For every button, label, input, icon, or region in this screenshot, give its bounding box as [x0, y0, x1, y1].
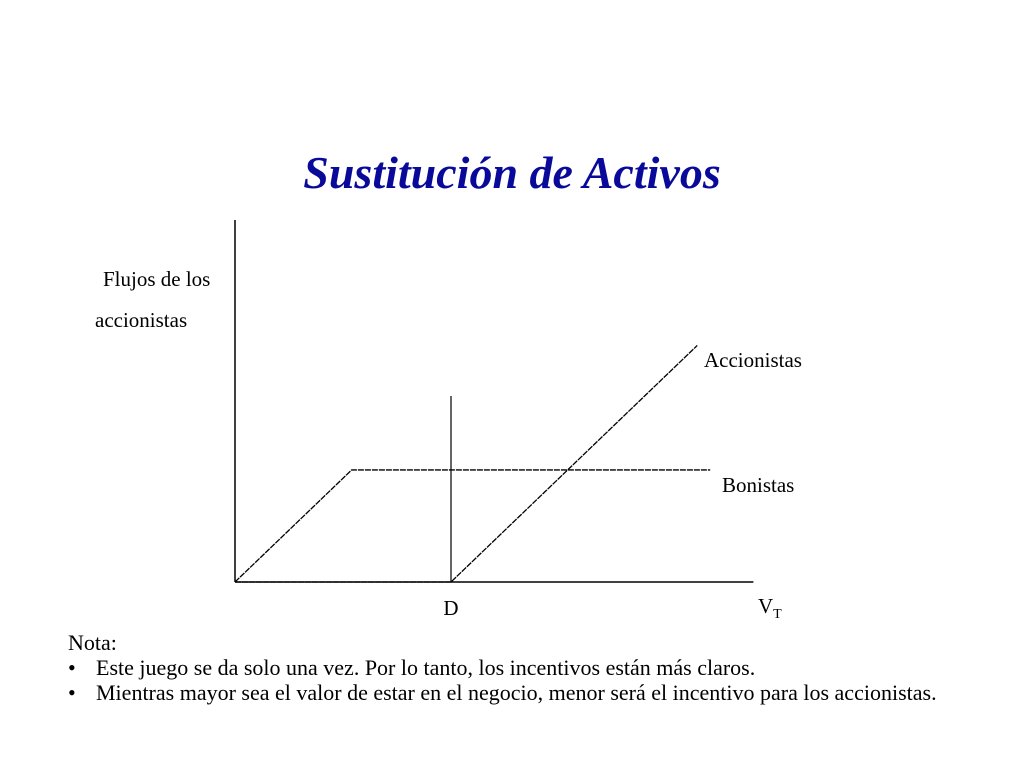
series-line-bonistas — [235, 470, 710, 582]
note-text: Mientras mayor sea el valor de estar en el negocio, menor será el incentivo para los accionistas. — [96, 680, 937, 705]
y-axis-label-line-1: Flujos de los — [103, 267, 211, 291]
bullet-icon: • — [68, 655, 76, 680]
notes-section — [68, 630, 988, 705]
x-axis-label-subscript: T — [773, 607, 782, 622]
series-label-accionistas: Accionistas — [704, 348, 802, 372]
notes-list — [68, 655, 988, 705]
note-text: Este juego se da solo una vez. Por lo tanto, los incentivos están más claros. — [96, 655, 756, 680]
slide-title: Sustitución de Activos — [303, 147, 721, 198]
note-item — [68, 680, 988, 705]
y-axis-label-line-2: accionistas — [95, 308, 188, 332]
x-axis-label — [758, 594, 782, 622]
series-line-accionistas — [235, 345, 697, 582]
series-label-bonistas: Bonistas — [722, 473, 795, 497]
bullet-icon: • — [68, 680, 76, 705]
x-axis-label-main: V — [758, 594, 774, 618]
x-tick-label-d: D — [443, 596, 459, 620]
note-item — [68, 655, 988, 680]
notes-heading: Nota: — [68, 630, 117, 655]
